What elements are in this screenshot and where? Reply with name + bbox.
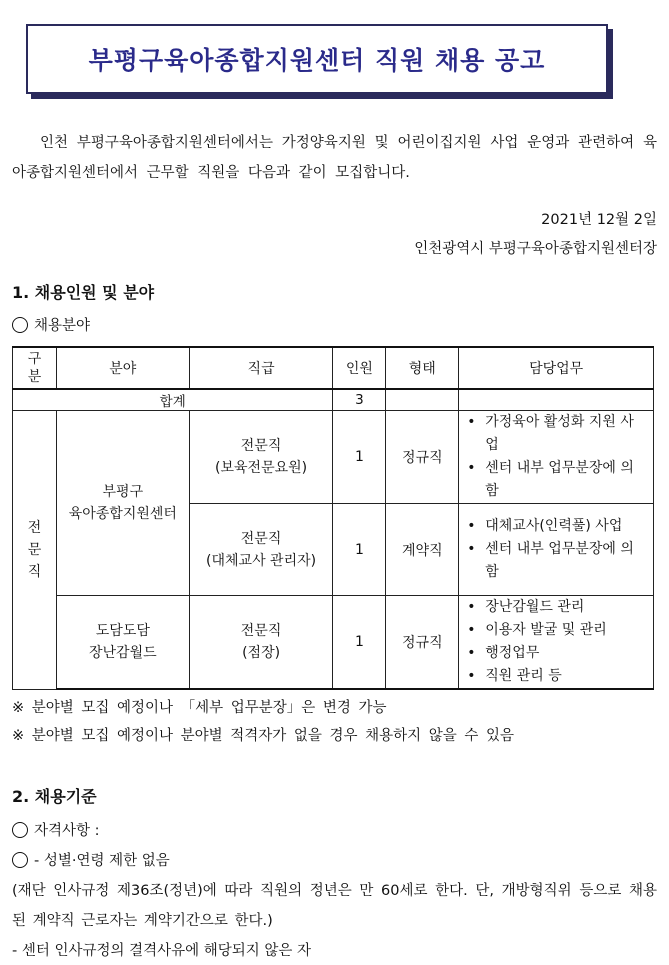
type-cell: 정규직	[386, 411, 459, 504]
intro-paragraph	[12, 128, 657, 188]
total-row	[13, 389, 654, 411]
count-cell: 1	[333, 411, 386, 504]
header-position: 직급	[189, 347, 333, 389]
duty-item: • 행정업무	[463, 642, 645, 665]
recruitment-table	[12, 346, 654, 690]
field-cell: 도담도담 장난감월드	[56, 596, 189, 690]
note-item: ※ 분야별 모집 예정이나 「세부 업무분장」은 변경 가능	[12, 700, 387, 716]
intro-text: 인천 부평구육아종합지원센터에서는 가정양육지원 및 어린이집지원 사업 운영과 관련하여 육아종합지원센터에서 근무할 직원을 다음과 같이 모집합니다.	[12, 135, 657, 181]
circle-bullet-icon	[12, 852, 28, 868]
section1-heading: 1. 채용인원 및 분야	[12, 283, 155, 302]
criteria-block	[12, 816, 657, 965]
duty-item: • 가정육아 활성화 지원 사업	[463, 411, 645, 457]
duty-item: • 이용자 발굴 및 관리	[463, 619, 645, 642]
header-division: 구 분	[13, 347, 57, 389]
position-cell: 전문직 (대체교사 관리자)	[189, 504, 333, 596]
type-cell: 계약직	[386, 504, 459, 596]
field-cell: 부평구 육아종합지원센터	[56, 411, 189, 596]
duties-cell	[459, 504, 654, 596]
criteria-item: - 센터 인사규정의 결격사유에 해당되지 않은 자	[12, 943, 312, 959]
table-row	[13, 411, 654, 504]
total-label: 합계	[13, 389, 333, 411]
duty-item: • 센터 내부 업무분장에 의함	[463, 457, 645, 503]
qualification-line	[12, 816, 657, 846]
division-cell: 전 문 직	[13, 411, 57, 690]
criteria-item	[12, 846, 657, 876]
circle-bullet-icon	[12, 822, 28, 838]
duties-cell	[459, 411, 654, 504]
note-item: ※ 분야별 모집 예정이나 분야별 적격자가 없을 경우 채용하지 않을 수 있음	[12, 728, 515, 744]
table-row	[13, 596, 654, 690]
qualification-label: 자격사항 :	[34, 823, 100, 839]
section1-subheading	[12, 314, 90, 335]
subheading-text: 채용분야	[34, 318, 91, 334]
header-count: 인원	[333, 347, 386, 389]
duty-item: • 직원 관리 등	[463, 665, 645, 688]
position-cell: 전문직 (점장)	[189, 596, 333, 690]
count-cell: 1	[333, 504, 386, 596]
section2-heading: 2. 채용기준	[12, 787, 97, 806]
circle-bullet-icon	[12, 317, 28, 333]
duty-item: • 대체교사(인력풀) 사업	[463, 515, 645, 538]
header-duties: 담당업무	[459, 347, 654, 389]
title-box	[26, 24, 608, 94]
announcement-date: 2021년 12월 2일	[541, 212, 657, 228]
total-count: 3	[333, 389, 386, 411]
criteria-item-text: - 성별·연령 제한 없음	[34, 853, 170, 869]
duty-item: • 장난감월드 관리	[463, 596, 645, 619]
type-cell: 정규직	[386, 596, 459, 690]
duties-cell	[459, 596, 654, 690]
position-cell: 전문직 (보육전문요원)	[189, 411, 333, 504]
duty-item: • 센터 내부 업무분장에 의함	[463, 538, 645, 584]
page-title: 부평구육아종합지원센터 직원 채용 공고	[88, 46, 546, 75]
header-field: 분야	[56, 347, 189, 389]
table-header-row	[13, 347, 654, 389]
table-notes	[12, 694, 514, 750]
header-type: 형태	[386, 347, 459, 389]
count-cell: 1	[333, 596, 386, 690]
issuer-name: 인천광역시 부평구육아종합지원센터장	[414, 241, 657, 257]
criteria-note: (재단 인사규정 제36조(정년)에 따라 직원의 정년은 만 60세로 한다. 단, 개방형직위 등으로 채용된 계약직 근로자는 계약기간으로 한다.)	[12, 883, 657, 929]
